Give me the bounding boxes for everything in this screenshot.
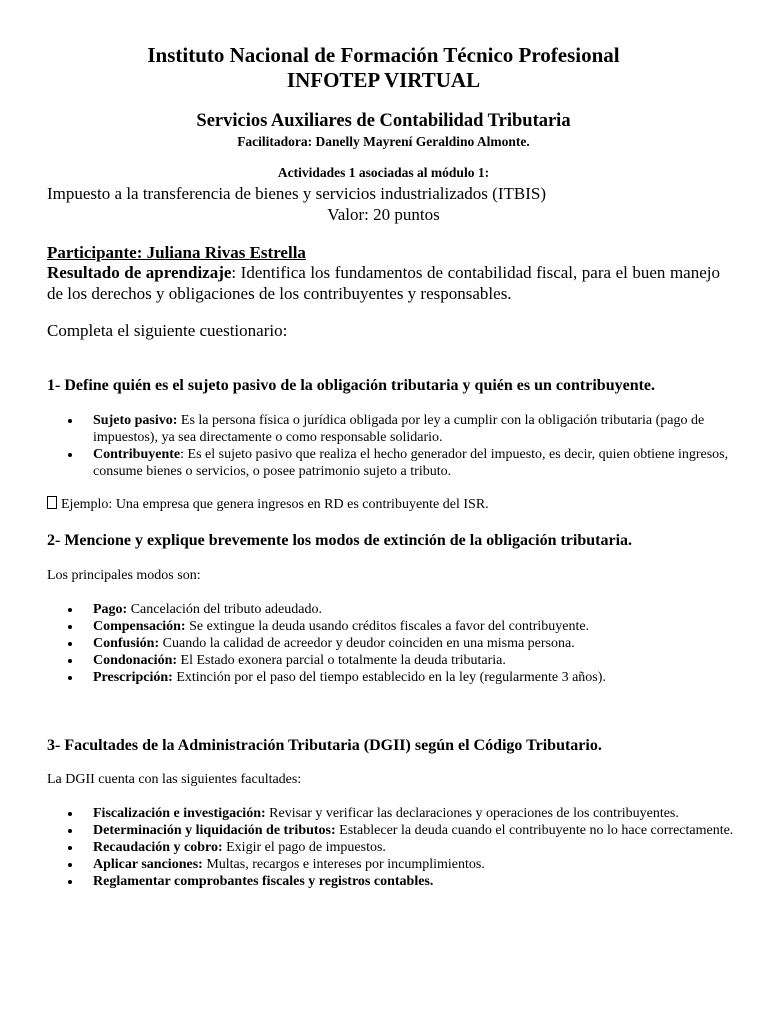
question-3-intro: La DGII cuenta con las siguientes facultades: <box>47 772 302 787</box>
value-line: Valor: 20 puntos <box>327 205 440 224</box>
question-2-intro: Los principales modos son: <box>47 568 201 583</box>
question-1-title: 1- Define quién es el sujeto pasivo de la obligación tributaria y quién es un contribuyente. <box>47 377 656 394</box>
course-title: Servicios Auxiliares de Contabilidad Tributaria <box>196 111 571 131</box>
question-3-list <box>47 805 743 890</box>
list-item: Prescripción: Extinción por el paso del tiempo establecido en la ley (regularmente 3 años). <box>93 669 743 686</box>
platform-name: INFOTEP VIRTUAL <box>286 68 481 92</box>
list-item: Reglamentar comprobantes fiscales y registros contables. <box>93 873 743 890</box>
list-item: Compensación: Se extingue la deuda usando créditos fiscales a favor del contribuyente. <box>93 618 743 635</box>
document-header <box>47 43 720 93</box>
instruction-line: Completa el siguiente cuestionario: <box>47 321 288 340</box>
learning-outcome-label: Resultado de aprendizaje <box>47 263 232 282</box>
list-item: Contribuyente: Es el sujeto pasivo que realiza el hecho generador del impuesto, es decir, quien obtiene ingresos, consume bienes o servicios, o posee patrimonio sujeto a tributo. <box>93 446 743 480</box>
example-line: Ejemplo: Una empresa que genera ingresos en RD es contribuyente del ISR. <box>47 496 720 514</box>
participant-name: Participante: Juliana Rivas Estrella <box>47 243 306 262</box>
institute-name: Instituto Nacional de Formación Técnico Profesional <box>147 43 620 67</box>
topic-line: Impuesto a la transferencia de bienes y servicios industrializados (ITBIS) <box>47 184 546 203</box>
question-3-title: 3- Facultades de la Administración Tributaria (DGII) según el Código Tributario. <box>47 737 602 754</box>
missing-glyph-icon <box>47 496 57 509</box>
list-item: Sujeto pasivo: Es la persona física o jurídica obligada por ley a cumplir con la obligación tributaria (pago de impuestos), ya sea directamente o como responsable solidario. <box>93 412 743 446</box>
list-item: Fiscalización e investigación: Revisar y verificar las declaraciones y operaciones de los contribuyentes. <box>93 805 743 822</box>
question-2-list <box>47 601 743 686</box>
activities-line: Actividades 1 asociadas al módulo 1: <box>277 165 490 180</box>
learning-outcome <box>47 262 720 304</box>
participant-line <box>47 242 720 264</box>
facilitator-line: Facilitadora: Danelly Mayrení Geraldino Almonte. <box>237 134 530 149</box>
list-item: Aplicar sanciones: Multas, recargos e intereses por incumplimientos. <box>93 856 743 873</box>
learning-outcome-text: : Identifica los fundamentos de contabilidad fiscal, para el buen manejo de los derechos y obligaciones de los contribuyentes y responsables. <box>47 263 720 303</box>
question-2-title: 2- Mencione y explique brevemente los modos de extinción de la obligación tributaria. <box>47 532 633 549</box>
list-item: Pago: Cancelación del tributo adeudado. <box>93 601 743 618</box>
list-item: Condonación: El Estado exonera parcial o totalmente la deuda tributaria. <box>93 652 743 669</box>
list-item: Confusión: Cuando la calidad de acreedor y deudor coinciden en una misma persona. <box>93 635 743 652</box>
list-item: Determinación y liquidación de tributos: Establecer la deuda cuando el contribuyente no lo hace correctamente. <box>93 822 743 839</box>
question-1-list <box>47 412 743 480</box>
list-item: Recaudación y cobro: Exigir el pago de impuestos. <box>93 839 743 856</box>
